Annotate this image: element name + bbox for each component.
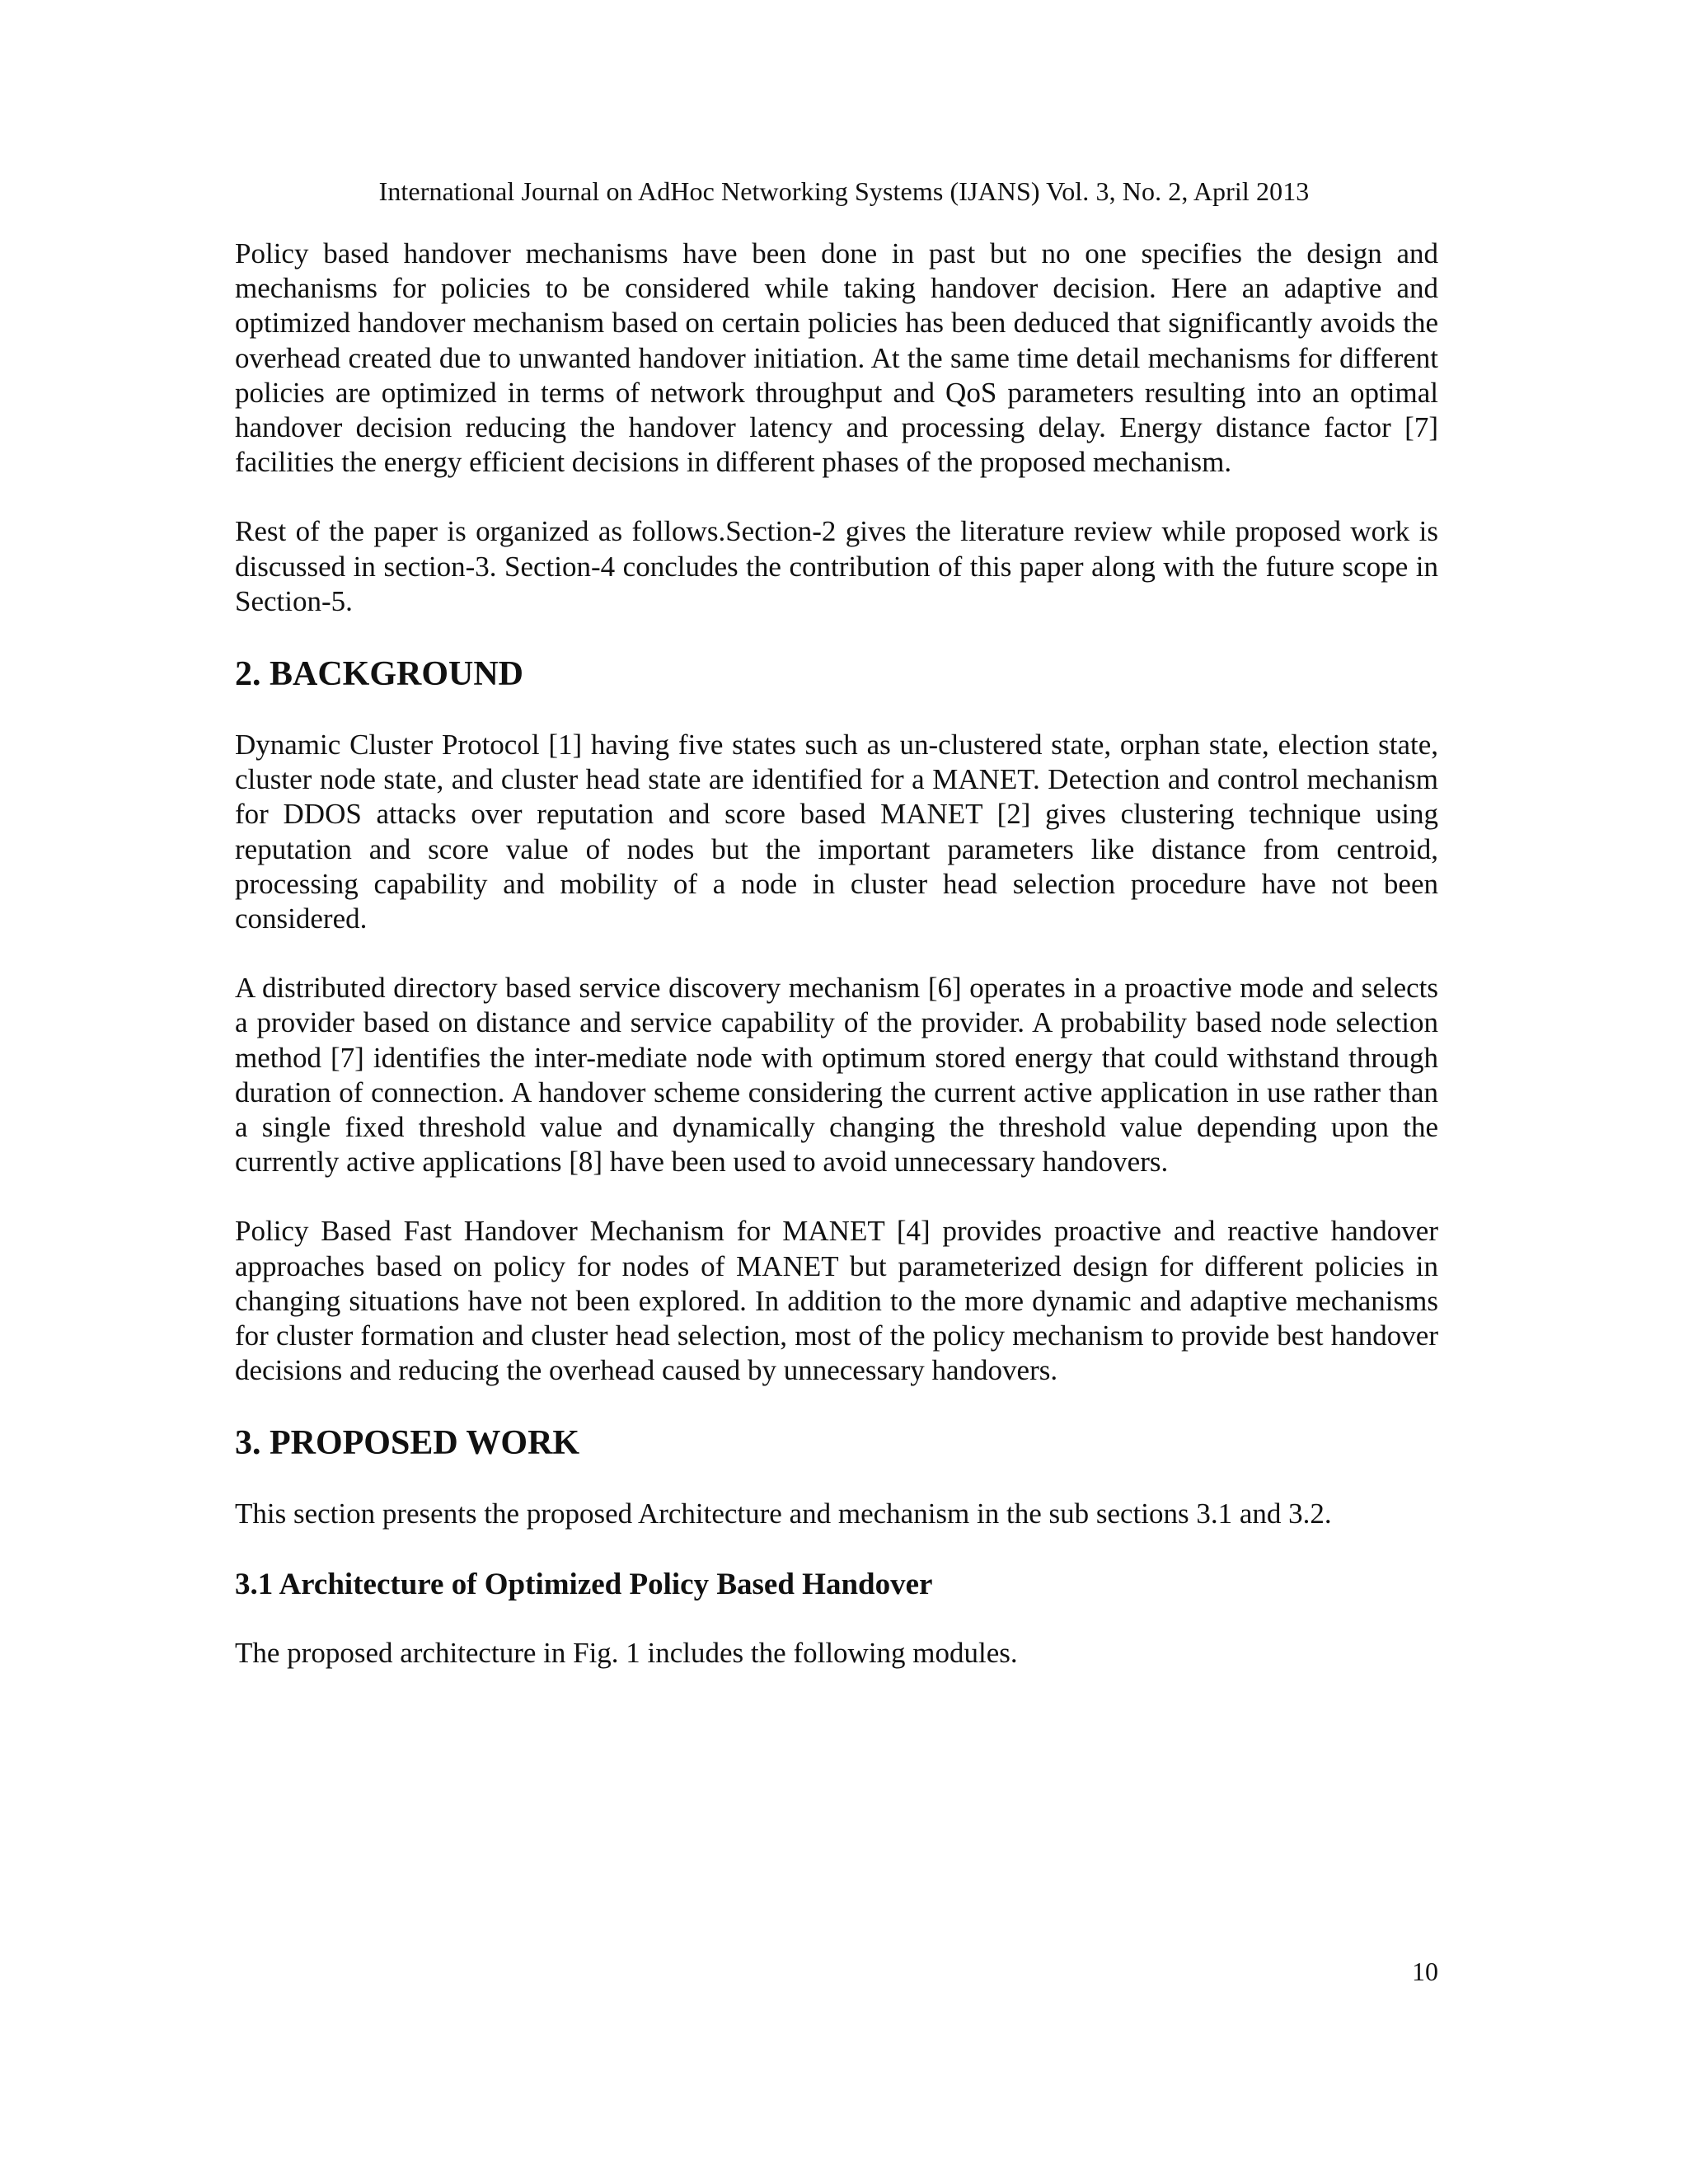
heading-gap — [235, 1532, 1438, 1567]
heading-gap — [235, 1388, 1438, 1422]
subsection-heading-architecture: 3.1 Architecture of Optimized Policy Based Handover — [235, 1567, 933, 1601]
paragraph-gap — [235, 1179, 1438, 1214]
intro-paragraph-2: Rest of the paper is organized as follows.Section-2 gives the literature review while proposed work is discussed in section-3. Section-4 concludes the contribution of this paper along with the future scope in Section-5. — [235, 515, 1438, 617]
page-number: 10 — [1412, 1957, 1438, 1986]
page-content — [235, 237, 1438, 1671]
section-heading-background: 2. BACKGROUND — [235, 655, 524, 694]
background-paragraph-3: Policy Based Fast Handover Mechanism for MANET [4] provides proactive and reactive handover approaches based on policy for nodes of MANET but parameterized design for different policies in changing situations have not been explored. In addition to the more dynamic and adaptive mechanisms for cluster formation and cluster head selection, most of the policy mechanism to provide best handover decisions and reducing the overhead caused by unnecessary handovers. — [235, 1215, 1438, 1387]
heading-gap — [235, 1603, 1438, 1636]
heading-gap — [235, 1464, 1438, 1497]
intro-paragraph-1: Policy based handover mechanisms have been done in past but no one specifies the design and mechanisms for policies to be considered while taking handover decision. Here an adaptive and optimized handover mechanism based on certain policies has been deduced that significantly avoids the overhead created due to unwanted handover initiation. At the same time detail mechanisms for different policies are optimized in terms of network throughput and QoS parameters resulting into an optimal handover decision reducing the handover latency and processing delay. Energy distance factor [7] facilities the energy efficient decisions in different phases of the proposed mechanism. — [235, 237, 1438, 479]
heading-gap — [235, 695, 1438, 728]
architecture-paragraph: The proposed architecture in Fig. 1 includes the following modules. — [235, 1636, 1018, 1669]
paragraph-gap — [235, 936, 1438, 971]
heading-gap — [235, 619, 1438, 654]
running-header: International Journal on AdHoc Networking Systems (IJANS) Vol. 3, No. 2, April 2013 — [378, 176, 1310, 206]
paragraph-gap — [235, 480, 1438, 514]
proposed-work-intro: This section presents the proposed Architecture and mechanism in the sub sections 3.1 and 3.2. — [235, 1497, 1332, 1530]
background-paragraph-2: A distributed directory based service discovery mechanism [6] operates in a proactive mode and selects a provider based on distance and service capability of the provider. A probability based node selection method [7] identifies the inter-mediate node with optimum stored energy that could withstand through duration of connection. A handover scheme considering the current active application in use rather than a single fixed threshold value and dynamically changing the threshold value depending upon the currently active applications [8] have been used to avoid unnecessary handovers. — [235, 972, 1438, 1179]
section-heading-proposed-work: 3. PROPOSED WORK — [235, 1424, 580, 1463]
background-paragraph-1: Dynamic Cluster Protocol [1] having five states such as un-clustered state, orphan state, election state, cluster node state, and cluster head state are identified for a MANET. Detection and control mechanism for DDOS attacks over reputation and score based MANET [2] gives clustering technique using reputation and score value of nodes but the important parameters like distance from centroid, processing capability and mobility of a node in cluster head selection procedure have not been considered. — [235, 729, 1438, 935]
